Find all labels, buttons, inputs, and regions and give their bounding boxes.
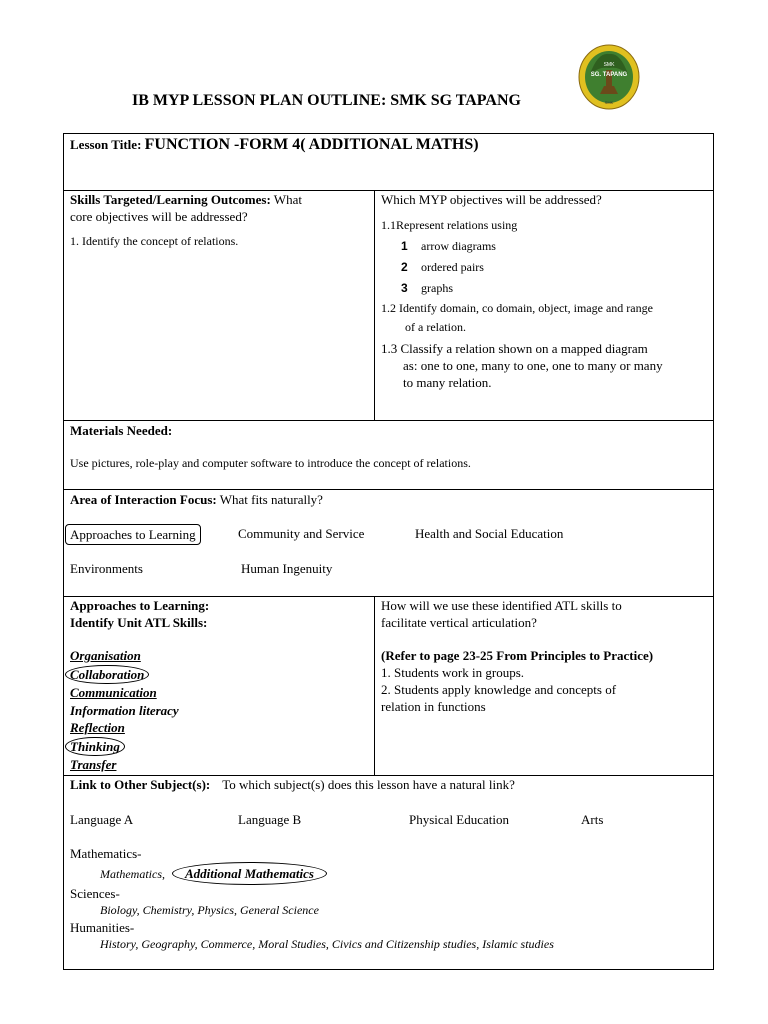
- materials-text: Use pictures, role-play and computer software to introduce the concept of relations.: [70, 456, 471, 470]
- aoi-label: Area of Interaction Focus:: [70, 492, 217, 507]
- links-row: [64, 776, 714, 970]
- sci-items: Biology, Chemistry, Physics, General Science: [100, 903, 319, 917]
- sci-label: Sciences-: [70, 886, 120, 901]
- atl-point-2-line2: relation in functions: [381, 699, 486, 714]
- objectives-row: [64, 191, 714, 421]
- atl-skill: Reflection: [70, 720, 125, 735]
- aoi-line-2: [70, 560, 707, 580]
- math-label: Mathematics-: [70, 846, 142, 861]
- logo-text-top: SMK: [603, 62, 615, 68]
- subject-language-a: Language A: [70, 812, 134, 827]
- subject-language-b: Language B: [238, 812, 302, 827]
- hum-label: Humanities-: [70, 920, 135, 935]
- atl-point-2-line1: 2. Students apply knowledge and concepts of: [381, 682, 617, 697]
- lesson-plan-table: [63, 133, 714, 970]
- atl-refer: (Refer to page 23-25 From Principles to Practice): [381, 648, 654, 663]
- document-title: IB MYP LESSON PLAN OUTLINE: SMK SG TAPANG: [132, 92, 521, 109]
- subject-arts: Arts: [581, 812, 604, 827]
- myp-sub-item: 3 graphs: [401, 281, 453, 295]
- lesson-title-label: Lesson Title:: [70, 137, 142, 152]
- myp-obj-1-3-line3: to many relation.: [403, 375, 492, 390]
- myp-question: Which MYP objectives will be addressed?: [381, 192, 602, 207]
- math-items-circled: Additional Mathematics: [172, 862, 327, 885]
- skills-question-part1: What: [270, 192, 302, 207]
- aoi-row: [64, 490, 714, 597]
- myp-sub-item: 2 ordered pairs: [401, 260, 484, 274]
- atl-skill-circled: Thinking: [65, 737, 125, 757]
- math-items-1: Mathematics,: [100, 867, 165, 881]
- subject-physical-education: Physical Education: [409, 812, 510, 827]
- atl-question-line2: facilitate vertical articulation?: [381, 615, 537, 630]
- myp-obj-1-2-line2: of a relation.: [405, 320, 466, 334]
- atl-skill: Organisation: [70, 648, 141, 663]
- aoi-line-1: [70, 524, 707, 544]
- links-label: Link to Other Subject(s):: [70, 777, 211, 792]
- atl-skill: Transfer: [70, 757, 117, 772]
- atl-row: [64, 597, 714, 776]
- skills-outcome: 1. Identify the concept of relations.: [70, 234, 239, 248]
- materials-row: [64, 421, 714, 490]
- school-logo: [578, 44, 640, 110]
- aoi-item-community: Community and Service: [238, 526, 365, 541]
- myp-sub-item: 1 arrow diagrams: [401, 239, 496, 253]
- atl-label-1: Approaches to Learning:: [70, 598, 210, 613]
- lesson-title-row: [64, 134, 714, 191]
- aoi-item-human-ingenuity: Human Ingenuity: [241, 561, 333, 576]
- logo-text-main: SG. TAPANG: [590, 72, 628, 78]
- atl-skill: Communication: [70, 685, 157, 700]
- lesson-title-value: FUNCTION -FORM 4( ADDITIONAL MATHS): [144, 136, 479, 153]
- aoi-item-environments: Environments: [70, 561, 143, 576]
- aoi-question: What fits naturally?: [216, 492, 323, 507]
- aoi-item-approaches: Approaches to Learning: [65, 524, 201, 545]
- skills-question-part2: core objectives will be addressed?: [70, 209, 248, 224]
- atl-skill-circled: Collaboration: [65, 665, 149, 685]
- links-question: To which subject(s) does this lesson have a natural link?: [222, 777, 515, 792]
- atl-question-line1: How will we use these identified ATL skills to: [381, 598, 622, 613]
- myp-obj-1-1: 1.1Represent relations using: [381, 218, 518, 232]
- hum-items: History, Geography, Commerce, Moral Studies, Civics and Citizenship studies, Islamic studies: [100, 937, 554, 951]
- skills-label: Skills Targeted/Learning Outcomes:: [70, 192, 271, 207]
- atl-point-1: 1. Students work in groups.: [381, 665, 524, 680]
- myp-obj-1-2-line1: 1.2 Identify domain, co domain, object, image and range: [381, 301, 653, 315]
- materials-label: Materials Needed:: [70, 423, 173, 438]
- myp-obj-1-3-line2: as: one to one, many to one, one to many or many: [403, 358, 663, 373]
- atl-label-2: Identify Unit ATL Skills:: [70, 615, 208, 630]
- aoi-item-health: Health and Social Education: [415, 526, 564, 541]
- myp-obj-1-3-line1: 1.3 Classify a relation shown on a mapped diagram: [381, 341, 648, 356]
- atl-skill: Information literacy: [70, 702, 179, 718]
- subjects-line: [70, 811, 707, 829]
- logo-text-bottom: SMK: [604, 100, 614, 105]
